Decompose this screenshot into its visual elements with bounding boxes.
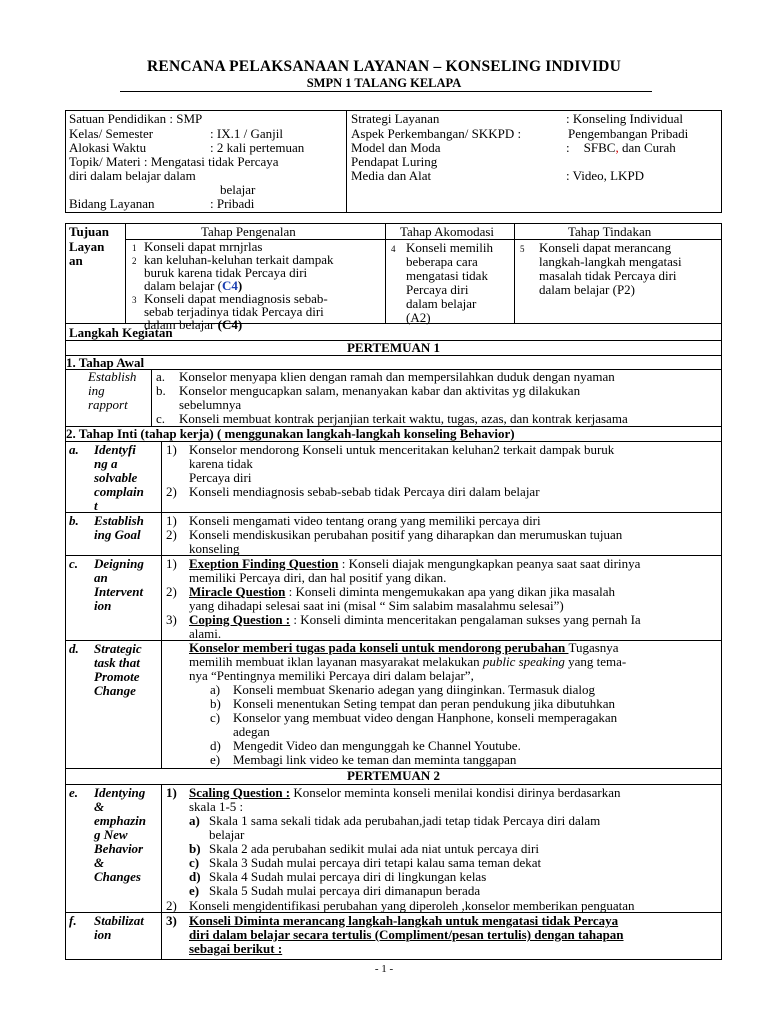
sec-d-label-1: Strategic xyxy=(94,641,142,656)
p2-c4: C4 xyxy=(221,278,238,293)
awal-list xyxy=(156,370,718,426)
sec-e-label-2: & xyxy=(94,799,105,814)
sec-f-letter: f. xyxy=(69,913,77,928)
list-item-text: Skala 1 sama sekali tidak ada perubahan,jadi tetap tidak Percaya diri dalam xyxy=(209,813,601,828)
line-after-pertemuan-1 xyxy=(65,355,722,356)
kelas-value: : IX.1 / Ganjil xyxy=(210,126,283,141)
p3-text-b: sebab terjadinya tidak Percaya diri xyxy=(144,304,324,319)
list-item-number: b) xyxy=(189,841,201,856)
sec-d-lead-underlined: Konselor memberi tugas pada konseli untuk mendorong perubahan xyxy=(189,640,569,655)
sec-d-lead xyxy=(189,641,619,655)
aspek-label: Aspek Perkembangan/ SKKPD : xyxy=(351,126,522,141)
list-item-number: d) xyxy=(210,738,221,753)
sec-e-item-1-text: Konselor meminta konseli menilai kondisi dirinya berdasarkan xyxy=(290,785,621,800)
identity-divider xyxy=(346,110,347,213)
a-line-3: mengatasi tidak xyxy=(406,268,488,283)
t-line-3: masalah tidak Percaya diri xyxy=(539,268,677,283)
establish-label-3: rapport xyxy=(88,397,128,412)
establish-label-1: Establish xyxy=(88,369,137,384)
list-item-text: belajar xyxy=(209,827,245,842)
sec-a-letter: a. xyxy=(69,442,79,457)
model-sfbc: SFBC xyxy=(583,140,616,155)
sec-a-label-5: t xyxy=(94,498,98,513)
sec-a-item-1-b: karena tidak xyxy=(189,456,253,471)
list-item-number: e) xyxy=(210,752,221,767)
sec-a-item-2: Konseli mendiagnosis sebab-sebab tidak Percaya diri dalam belajar xyxy=(189,484,540,499)
list-item-number: c) xyxy=(189,855,200,870)
list-item-text: adegan xyxy=(233,724,270,739)
model-line-2: Pendapat Luring xyxy=(351,154,438,169)
sec-e-item-2-num: 2) xyxy=(166,898,177,913)
sec-c-item-1-num: 1) xyxy=(166,556,177,571)
sec-e-label-4: g New xyxy=(94,827,128,842)
alokasi-label: Alokasi Waktu xyxy=(69,140,147,155)
sec-f-line-2: diri dalam belajar secara tertulis (Compliment/pesan tertulis) dengan tahapan xyxy=(189,927,624,942)
sec-e-label-6: & xyxy=(94,855,105,870)
list-item xyxy=(189,814,714,828)
miracle-question: Miracle Question xyxy=(189,584,286,599)
p3-num: 3 xyxy=(132,295,137,305)
page-number: - 1 - xyxy=(374,963,394,975)
sec-c-item-2-text: : Konseli diminta mengemukakan apa yang dikan jika masalah xyxy=(285,584,616,599)
sec-a-item-2-num: 2) xyxy=(166,484,177,499)
tujuan-label-2: Layan xyxy=(69,239,105,254)
sec-c-label-2: an xyxy=(94,570,108,585)
tujuan-label-3: an xyxy=(69,253,83,268)
sec-b-item-2-num: 2) xyxy=(166,527,177,542)
topik-line-1: Topik/ Materi : Mengatasi tidak Percaya xyxy=(69,154,279,169)
list-item xyxy=(189,842,714,856)
sec-d-label-2: task that xyxy=(94,655,140,670)
p3-text-c: dalam belajar xyxy=(144,317,218,332)
sec-f-line-3: sebagai berikut : xyxy=(189,941,283,956)
public-speaking: public speaking xyxy=(482,654,565,669)
sec-b-item-2-a: Konseli mendiskusikan perubahan positif yang diharapkan dan merumuskan tujuan xyxy=(189,527,623,542)
sec-b-label-1: Establish xyxy=(94,513,144,528)
sec-a-label-4: complain xyxy=(94,484,144,499)
pertemuan-2-heading: PERTEMUAN 2 xyxy=(346,768,441,783)
sec-e-item-1-b: skala 1-5 : xyxy=(189,799,244,814)
sec-e-item-2: Konseli mengidentifikasi perubahan yang diperoleh ,konselor memberikan penguatan xyxy=(189,898,635,913)
sec-d-letter: d. xyxy=(69,641,79,656)
a-line-5: dalam belajar xyxy=(406,296,477,311)
p2-left-col xyxy=(161,784,162,960)
list-item xyxy=(210,725,715,739)
sec-c-label-4: ion xyxy=(94,598,112,613)
media-value: : Video, LKPD xyxy=(566,168,645,183)
sec-a-label-3: solvable xyxy=(94,470,138,485)
sec-c-item-3-b: alami. xyxy=(189,626,222,641)
list-item-number: a) xyxy=(210,682,221,697)
list-item xyxy=(210,683,715,697)
sec-a-item-1-a: Konselor mendorong Konseli untuk menceritakan keluhan2 terkait dampak buruk xyxy=(189,442,615,457)
awal-left-col xyxy=(151,369,152,426)
sec-c-item-1-b: memiliki Percaya diri, dan hal positif yang dikan. xyxy=(189,570,447,585)
p1-text: Konseli dapat mrnjrlas xyxy=(144,239,263,254)
p2-text-c: dalam belajar ( xyxy=(144,278,222,293)
sec-e-list xyxy=(189,814,714,898)
a-line-6: (A2) xyxy=(406,310,431,325)
strategi-label: Strategi Layanan xyxy=(351,111,440,126)
satuan-pendidikan: Satuan Pendidikan : SMP xyxy=(69,111,203,126)
sec-c-item-3-num: 3) xyxy=(166,612,177,627)
sec-e-item-1-num: 1) xyxy=(166,785,177,800)
model-curah: dan Curah xyxy=(618,140,676,155)
model-label: Model dan Moda xyxy=(351,140,441,155)
sec-e-label-1: Identying xyxy=(94,785,146,800)
model-comma: , xyxy=(615,140,619,155)
list-item xyxy=(210,697,715,711)
strategi-value: : Konseling Individual xyxy=(566,111,683,126)
list-item-number: c. xyxy=(156,411,166,426)
tahap-awal-heading: 1. Tahap Awal xyxy=(66,355,145,370)
list-item-text: sebelumnya xyxy=(179,397,242,412)
sec-c-item-3-a xyxy=(189,613,641,627)
sec-c-label-3: Intervent xyxy=(94,584,144,599)
list-item-text: Skala 3 Sudah mulai percaya diri tetapi kalau sama teman dekat xyxy=(209,855,542,870)
sec-b-item-1-num: 1) xyxy=(166,513,177,528)
list-item-number: d) xyxy=(189,869,201,884)
sec-c-item-1-a xyxy=(189,557,640,571)
sec-f-label-2: ion xyxy=(94,927,112,942)
p2-end: ) xyxy=(237,278,243,293)
sec-f-line-1: Konseli Diminta merancang langkah-langkah untuk mengatasi tidak Percaya xyxy=(189,913,619,928)
list-item xyxy=(156,398,718,412)
t-line-4: dalam belajar (P2) xyxy=(539,282,636,297)
head-akomodasi: Tahap Akomodasi xyxy=(400,224,495,239)
sec-f-item-3-num: 3) xyxy=(166,913,177,928)
topik-line-3: belajar xyxy=(220,182,256,197)
model-colon: : xyxy=(566,140,570,155)
head-pengenalan: Tahap Pengenalan xyxy=(201,224,296,239)
title-underline xyxy=(120,91,652,92)
list-item-number: b. xyxy=(156,383,166,398)
list-item xyxy=(210,711,715,725)
list-item xyxy=(189,884,714,898)
list-item-text: Konseli membuat kontrak perjanjian terkait waktu, tugas, azas, dan kontrak kerjasama xyxy=(179,411,628,426)
document-title: RENCANA PELAKSANAAN LAYANAN – KONSELING INDIVIDU xyxy=(147,58,621,75)
sec-b-letter: b. xyxy=(69,513,79,528)
tahap-inti-heading: 2. Tahap Inti (tahap kerja) ( menggunakan langkah-langkah konseling Behavior) xyxy=(66,426,515,441)
sec-e-label-3: emphazin xyxy=(94,813,147,828)
p2-text-b: buruk karena tidak Percaya diri xyxy=(144,265,308,280)
media-label: Media dan Alat xyxy=(351,168,432,183)
list-item-number: a. xyxy=(156,369,166,384)
list-item-text: Membagi link video ke teman dan meminta tanggapan xyxy=(233,752,517,767)
list-item xyxy=(156,412,718,426)
list-item-number: b) xyxy=(210,696,221,711)
sec-a-label-1: Identyfi xyxy=(94,442,136,457)
sec-e-label-7: Changes xyxy=(94,869,141,884)
pertemuan-1-heading: PERTEMUAN 1 xyxy=(346,340,441,355)
list-item-text: Skala 5 Sudah mulai percaya diri dimanapun berada xyxy=(209,883,481,898)
a-line-2: beberapa cara xyxy=(406,254,478,269)
sec-d-line-2 xyxy=(189,655,626,669)
t-num: 5 xyxy=(520,244,525,254)
list-item xyxy=(210,753,715,767)
aspek-value: Pengembangan Pribadi xyxy=(568,126,689,141)
sec-b-item-1: Konseli mengamati video tentang orang yang memiliki percaya diri xyxy=(189,513,541,528)
t-line-2: langkah-langkah mengatasi xyxy=(539,254,682,269)
list-item xyxy=(189,828,714,842)
list-item xyxy=(156,384,718,398)
list-item xyxy=(210,739,715,753)
head-tindakan: Tahap Tindakan xyxy=(568,224,652,239)
kelas-label: Kelas/ Semester xyxy=(69,126,154,141)
bidang-label: Bidang Layanan xyxy=(69,196,155,211)
sec-d-line-3: nya “Pentingnya memiliki Percaya diri dalam belajar”, xyxy=(189,668,474,683)
list-item-text: Skala 2 ada perubahan sedikit mulai ada niat untuk percaya diri xyxy=(209,841,539,856)
sec-a-label-2: ng a xyxy=(94,456,118,471)
sec-c-item-3-text: : Konseli diminta menceritakan pengalaman sukses yang pernah Ia xyxy=(290,612,641,627)
sec-d-label-4: Change xyxy=(94,683,136,698)
sec-c-item-2-a xyxy=(189,585,615,599)
school-name: SMPN 1 TALANG KELAPA xyxy=(306,76,462,90)
list-item-text: Konseli menentukan Seting tempat dan peran pendukung jika dibutuhkan xyxy=(233,696,615,711)
a-line-1: Konseli memilih xyxy=(406,240,494,255)
list-item-text: Konselor mengucapkan salam, menanyakan kabar dan aktivitas yg dilakukan xyxy=(179,383,581,398)
list-item-number: c) xyxy=(210,710,221,725)
sec-d-label-3: Promote xyxy=(94,669,140,684)
coping-question: Coping Question : xyxy=(189,612,291,627)
p2-num: 2 xyxy=(132,256,137,266)
p3-c4: (C4) xyxy=(217,317,243,332)
list-item-number: e) xyxy=(189,883,200,898)
establish-label-2: ing xyxy=(88,383,105,398)
bidang-value: : Pribadi xyxy=(210,196,255,211)
list-item-text: Skala 4 Sudah mulai percaya diri di lingkungan kelas xyxy=(209,869,487,884)
sec-d-line-2-b: yang tema- xyxy=(564,654,627,669)
sec-e-letter: e. xyxy=(69,785,79,800)
model-value xyxy=(566,141,676,155)
sec-d-lead-rest: Tugasnya xyxy=(568,640,619,655)
sec-a-item-1-num: 1) xyxy=(166,442,177,457)
scaling-question: Scaling Question : xyxy=(189,785,291,800)
sec-b-label-2: ing Goal xyxy=(94,527,141,542)
topik-line-2: diri dalam belajar dalam xyxy=(69,168,196,183)
list-item-text: Konselor yang membuat video dengan Hanphone, konseli memperagakan xyxy=(233,710,618,725)
pengenalan-cell xyxy=(130,240,382,331)
sec-d-line-2-a: memilih membuat iklan layanan masyarakat melakukan xyxy=(189,654,483,669)
sec-f-label-1: Stabilizat xyxy=(94,913,144,928)
sec-e-item-1-a xyxy=(189,786,620,800)
tujuan-label-1: Tujuan xyxy=(69,224,109,239)
list-item xyxy=(156,370,718,384)
p3-text-a: Konseli dapat mendiagnosis sebab- xyxy=(144,291,328,306)
inti-left-col xyxy=(161,441,162,768)
t-line-1: Konseli dapat merancang xyxy=(539,240,672,255)
a-num: 4 xyxy=(391,244,396,254)
alokasi-value: : 2 kali pertemuan xyxy=(210,140,305,155)
sec-c-label-1: Deigning xyxy=(94,556,144,571)
a-line-4: Percaya diri xyxy=(406,282,469,297)
list-item-text: Konselor menyapa klien dengan ramah dan mempersilahkan duduk dengan nyaman xyxy=(179,369,615,384)
sec-c-item-2-b: yang dihadapi selesai saat ini (misal “ Sim salabim masalahmu selesai”) xyxy=(189,598,564,613)
list-item-text: Konseli membuat Skenario adegan yang diinginkan. Termasuk dialog xyxy=(233,682,596,697)
list-item xyxy=(189,856,714,870)
akomodasi-cell xyxy=(390,241,512,325)
list-item xyxy=(189,870,714,884)
sec-c-item-2-num: 2) xyxy=(166,584,177,599)
sec-a-item-1-c: Percaya diri xyxy=(189,470,252,485)
sec-c-letter: c. xyxy=(69,556,79,571)
sec-b-item-2-b: konseling xyxy=(189,541,240,556)
list-item-text: Mengedit Video dan mengunggah ke Channel Youtube. xyxy=(233,738,521,753)
sec-e-label-5: Behavior xyxy=(94,841,144,856)
tindakan-cell xyxy=(519,241,719,297)
sec-c-item-1-text: : Konseli diajak mengungkapkan peanya saat saat dirinya xyxy=(338,556,641,571)
p1-num: 1 xyxy=(132,243,137,253)
sec-d-list xyxy=(210,683,715,767)
langkah-kegiatan-label: Langkah Kegiatan xyxy=(69,325,173,340)
p2-text-a: kan keluhan-keluhan terkait dampak xyxy=(144,252,334,267)
exception-finding-question: Exeption Finding Question xyxy=(189,556,339,571)
list-item-number: a) xyxy=(189,813,200,828)
